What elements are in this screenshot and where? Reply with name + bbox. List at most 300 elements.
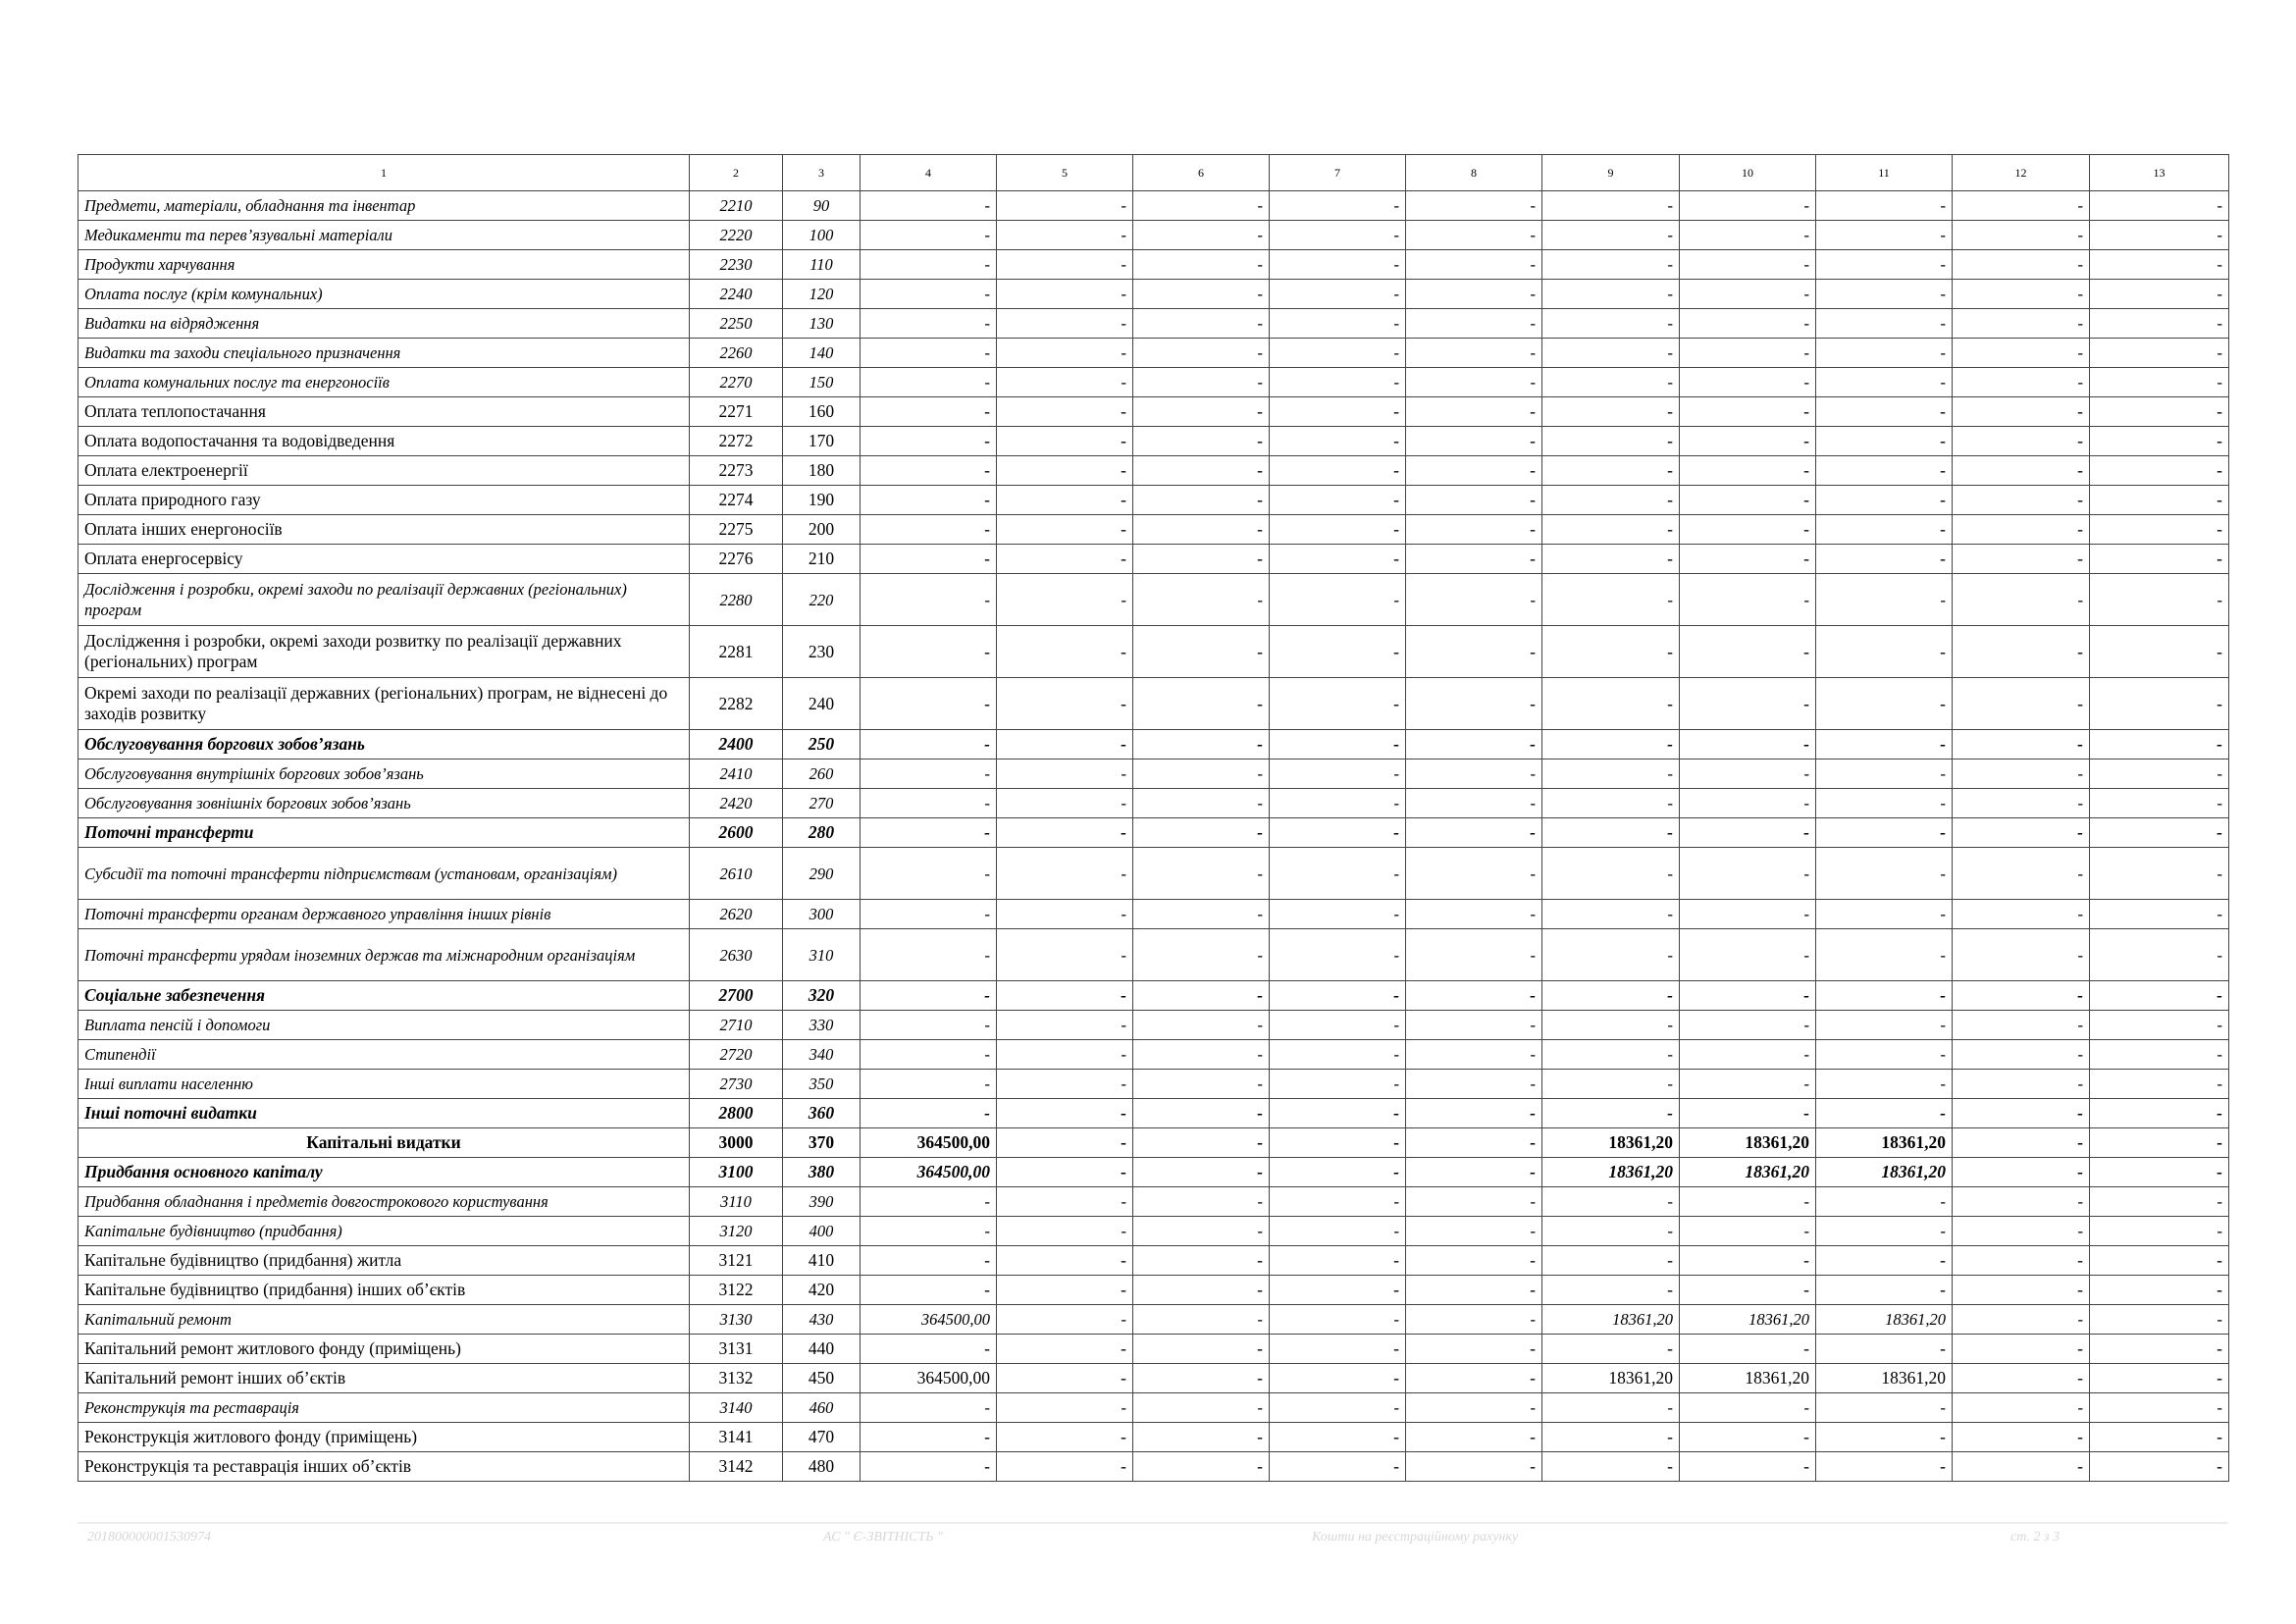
value-cell-col-10: - xyxy=(1680,1246,1816,1276)
row-label-cell: Медикаменти та перев’язувальні матеріали xyxy=(78,221,690,250)
value-cell-col-5: - xyxy=(997,486,1133,515)
value-cell-col-10: - xyxy=(1680,1011,1816,1040)
value-cell-col-9: - xyxy=(1542,250,1680,280)
row-label-cell: Придбання основного капіталу xyxy=(78,1158,690,1187)
value-cell-col-7: - xyxy=(1270,1158,1406,1187)
value-cell-col-8: - xyxy=(1406,456,1542,486)
line-number-cell: 160 xyxy=(783,397,861,427)
line-number-cell: 320 xyxy=(783,981,861,1011)
code-cell: 2710 xyxy=(690,1011,783,1040)
value-cell-col-4: - xyxy=(861,1040,997,1070)
value-cell-col-11: - xyxy=(1816,1187,1953,1217)
value-cell-col-11: - xyxy=(1816,368,1953,397)
value-cell-col-5: - xyxy=(997,456,1133,486)
row-label-cell: Капітальний ремонт житлового фонду (приміщень) xyxy=(78,1335,690,1364)
value-cell-col-5: - xyxy=(997,1305,1133,1335)
code-cell: 2400 xyxy=(690,730,783,760)
line-number-cell: 470 xyxy=(783,1423,861,1452)
code-cell: 2220 xyxy=(690,221,783,250)
line-number-cell: 420 xyxy=(783,1276,861,1305)
value-cell-col-5: - xyxy=(997,339,1133,368)
column-header-12: 12 xyxy=(1953,155,2090,191)
value-cell-col-6: - xyxy=(1133,1187,1270,1217)
value-cell-col-9: - xyxy=(1542,1246,1680,1276)
value-cell-col-11: - xyxy=(1816,339,1953,368)
table-row xyxy=(78,574,2229,626)
value-cell-col-11: 18361,20 xyxy=(1816,1305,1953,1335)
value-cell-col-5: - xyxy=(997,789,1133,818)
value-cell-col-6: - xyxy=(1133,1070,1270,1099)
value-cell-col-9: 18361,20 xyxy=(1542,1305,1680,1335)
value-cell-col-12: - xyxy=(1953,929,2090,981)
table-body xyxy=(78,191,2229,1482)
value-cell-col-11: - xyxy=(1816,250,1953,280)
value-cell-col-12: - xyxy=(1953,1335,2090,1364)
value-cell-col-9: 18361,20 xyxy=(1542,1364,1680,1393)
value-cell-col-9: - xyxy=(1542,1393,1680,1423)
value-cell-col-8: - xyxy=(1406,730,1542,760)
value-cell-col-6: - xyxy=(1133,456,1270,486)
value-cell-col-8: - xyxy=(1406,427,1542,456)
value-cell-col-4: - xyxy=(861,339,997,368)
value-cell-col-4: - xyxy=(861,1070,997,1099)
value-cell-col-9: - xyxy=(1542,1070,1680,1099)
value-cell-col-4: - xyxy=(861,515,997,545)
value-cell-col-5: - xyxy=(997,280,1133,309)
line-number-cell: 230 xyxy=(783,626,861,678)
value-cell-col-11: - xyxy=(1816,1276,1953,1305)
value-cell-col-7: - xyxy=(1270,250,1406,280)
value-cell-col-6: - xyxy=(1133,1423,1270,1452)
value-cell-col-10: - xyxy=(1680,900,1816,929)
value-cell-col-6: - xyxy=(1133,1452,1270,1482)
value-cell-col-10: - xyxy=(1680,545,1816,574)
row-label-cell: Капітальне будівництво (придбання) xyxy=(78,1217,690,1246)
value-cell-col-13: - xyxy=(2090,818,2229,848)
value-cell-col-4: - xyxy=(861,191,997,221)
value-cell-col-4: - xyxy=(861,280,997,309)
row-label-cell: Оплата комунальних послуг та енергоносіїв xyxy=(78,368,690,397)
line-number-cell: 210 xyxy=(783,545,861,574)
value-cell-col-10: - xyxy=(1680,1393,1816,1423)
value-cell-col-12: - xyxy=(1953,1158,2090,1187)
code-cell: 2800 xyxy=(690,1099,783,1128)
value-cell-col-8: - xyxy=(1406,280,1542,309)
value-cell-col-5: - xyxy=(997,397,1133,427)
value-cell-col-11: - xyxy=(1816,1452,1953,1482)
code-cell: 2630 xyxy=(690,929,783,981)
value-cell-col-12: - xyxy=(1953,1393,2090,1423)
value-cell-col-11: - xyxy=(1816,1040,1953,1070)
value-cell-col-13: - xyxy=(2090,981,2229,1011)
code-cell: 2210 xyxy=(690,191,783,221)
value-cell-col-5: - xyxy=(997,730,1133,760)
code-cell: 2271 xyxy=(690,397,783,427)
value-cell-col-12: - xyxy=(1953,1423,2090,1452)
value-cell-col-10: - xyxy=(1680,789,1816,818)
table-row xyxy=(78,626,2229,678)
value-cell-col-11: - xyxy=(1816,574,1953,626)
value-cell-col-12: - xyxy=(1953,486,2090,515)
value-cell-col-10: - xyxy=(1680,339,1816,368)
value-cell-col-8: - xyxy=(1406,1246,1542,1276)
value-cell-col-4: - xyxy=(861,309,997,339)
table-row xyxy=(78,929,2229,981)
code-cell: 2260 xyxy=(690,339,783,368)
value-cell-col-6: - xyxy=(1133,1276,1270,1305)
code-cell: 2272 xyxy=(690,427,783,456)
value-cell-col-6: - xyxy=(1133,1335,1270,1364)
code-cell: 2273 xyxy=(690,456,783,486)
value-cell-col-13: - xyxy=(2090,1364,2229,1393)
value-cell-col-11: - xyxy=(1816,1246,1953,1276)
column-header-11: 11 xyxy=(1816,155,1953,191)
value-cell-col-11: - xyxy=(1816,515,1953,545)
code-cell: 2274 xyxy=(690,486,783,515)
value-cell-col-12: - xyxy=(1953,545,2090,574)
value-cell-col-9: - xyxy=(1542,1217,1680,1246)
value-cell-col-8: - xyxy=(1406,309,1542,339)
value-cell-col-5: - xyxy=(997,929,1133,981)
row-label-cell: Оплата інших енергоносіїв xyxy=(78,515,690,545)
value-cell-col-6: - xyxy=(1133,1305,1270,1335)
value-cell-col-4: - xyxy=(861,456,997,486)
value-cell-col-7: - xyxy=(1270,280,1406,309)
value-cell-col-6: - xyxy=(1133,730,1270,760)
value-cell-col-13: - xyxy=(2090,456,2229,486)
value-cell-col-9: - xyxy=(1542,848,1680,900)
value-cell-col-8: - xyxy=(1406,221,1542,250)
row-label-cell: Поточні трансферти xyxy=(78,818,690,848)
row-label-cell: Капітальний ремонт інших об’єктів xyxy=(78,1364,690,1393)
line-number-cell: 480 xyxy=(783,1452,861,1482)
value-cell-col-13: - xyxy=(2090,900,2229,929)
value-cell-col-4: - xyxy=(861,221,997,250)
code-cell: 2230 xyxy=(690,250,783,280)
row-label-cell: Інші виплати населенню xyxy=(78,1070,690,1099)
value-cell-col-8: - xyxy=(1406,545,1542,574)
value-cell-col-5: - xyxy=(997,1158,1133,1187)
table-row xyxy=(78,1423,2229,1452)
value-cell-col-11: - xyxy=(1816,309,1953,339)
value-cell-col-4: - xyxy=(861,1217,997,1246)
row-label-cell: Стипендії xyxy=(78,1040,690,1070)
line-number-cell: 190 xyxy=(783,486,861,515)
code-cell: 3100 xyxy=(690,1158,783,1187)
line-number-cell: 250 xyxy=(783,730,861,760)
value-cell-col-10: - xyxy=(1680,1187,1816,1217)
column-header-7: 7 xyxy=(1270,155,1406,191)
value-cell-col-9: - xyxy=(1542,789,1680,818)
value-cell-col-6: - xyxy=(1133,848,1270,900)
value-cell-col-11: - xyxy=(1816,1011,1953,1040)
code-cell: 2410 xyxy=(690,760,783,789)
value-cell-col-7: - xyxy=(1270,981,1406,1011)
value-cell-col-13: - xyxy=(2090,427,2229,456)
value-cell-col-10: - xyxy=(1680,309,1816,339)
value-cell-col-10: - xyxy=(1680,981,1816,1011)
value-cell-col-12: - xyxy=(1953,191,2090,221)
value-cell-col-4: - xyxy=(861,1423,997,1452)
value-cell-col-4: - xyxy=(861,678,997,730)
code-cell: 2600 xyxy=(690,818,783,848)
value-cell-col-8: - xyxy=(1406,1128,1542,1158)
value-cell-col-9: - xyxy=(1542,456,1680,486)
value-cell-col-7: - xyxy=(1270,900,1406,929)
value-cell-col-13: - xyxy=(2090,929,2229,981)
value-cell-col-4: 364500,00 xyxy=(861,1364,997,1393)
value-cell-col-7: - xyxy=(1270,818,1406,848)
value-cell-col-6: - xyxy=(1133,191,1270,221)
value-cell-col-12: - xyxy=(1953,309,2090,339)
value-cell-col-6: - xyxy=(1133,981,1270,1011)
value-cell-col-6: - xyxy=(1133,1393,1270,1423)
table-row xyxy=(78,900,2229,929)
row-label-cell: Капітальне будівництво (придбання) інших об’єктів xyxy=(78,1276,690,1305)
value-cell-col-4: - xyxy=(861,368,997,397)
value-cell-col-13: - xyxy=(2090,760,2229,789)
value-cell-col-5: - xyxy=(997,368,1133,397)
value-cell-col-11: 18361,20 xyxy=(1816,1158,1953,1187)
value-cell-col-6: - xyxy=(1133,1099,1270,1128)
value-cell-col-7: - xyxy=(1270,1335,1406,1364)
value-cell-col-7: - xyxy=(1270,545,1406,574)
value-cell-col-12: - xyxy=(1953,1452,2090,1482)
value-cell-col-7: - xyxy=(1270,1246,1406,1276)
value-cell-col-12: - xyxy=(1953,760,2090,789)
value-cell-col-12: - xyxy=(1953,678,2090,730)
code-cell: 3122 xyxy=(690,1276,783,1305)
value-cell-col-13: - xyxy=(2090,339,2229,368)
value-cell-col-10: 18361,20 xyxy=(1680,1305,1816,1335)
table-row xyxy=(78,730,2229,760)
value-cell-col-11: - xyxy=(1816,818,1953,848)
value-cell-col-10: - xyxy=(1680,929,1816,981)
value-cell-col-10: - xyxy=(1680,486,1816,515)
value-cell-col-10: - xyxy=(1680,1335,1816,1364)
value-cell-col-4: 364500,00 xyxy=(861,1158,997,1187)
line-number-cell: 260 xyxy=(783,760,861,789)
value-cell-col-7: - xyxy=(1270,1364,1406,1393)
value-cell-col-13: - xyxy=(2090,1335,2229,1364)
code-cell: 2720 xyxy=(690,1040,783,1070)
code-cell: 2240 xyxy=(690,280,783,309)
value-cell-col-8: - xyxy=(1406,678,1542,730)
value-cell-col-9: - xyxy=(1542,309,1680,339)
value-cell-col-12: - xyxy=(1953,515,2090,545)
value-cell-col-6: - xyxy=(1133,1364,1270,1393)
value-cell-col-8: - xyxy=(1406,1305,1542,1335)
value-cell-col-7: - xyxy=(1270,191,1406,221)
value-cell-col-10: - xyxy=(1680,1040,1816,1070)
table-row xyxy=(78,848,2229,900)
value-cell-col-13: - xyxy=(2090,191,2229,221)
value-cell-col-4: - xyxy=(861,427,997,456)
code-cell: 3132 xyxy=(690,1364,783,1393)
value-cell-col-6: - xyxy=(1133,760,1270,789)
value-cell-col-10: - xyxy=(1680,1099,1816,1128)
value-cell-col-6: - xyxy=(1133,397,1270,427)
value-cell-col-9: - xyxy=(1542,760,1680,789)
value-cell-col-6: - xyxy=(1133,309,1270,339)
value-cell-col-5: - xyxy=(997,1364,1133,1393)
value-cell-col-9: - xyxy=(1542,981,1680,1011)
value-cell-col-7: - xyxy=(1270,1070,1406,1099)
value-cell-col-4: - xyxy=(861,760,997,789)
value-cell-col-10: - xyxy=(1680,730,1816,760)
line-number-cell: 290 xyxy=(783,848,861,900)
value-cell-col-4: - xyxy=(861,730,997,760)
table-row xyxy=(78,515,2229,545)
row-label-cell: Оплата послуг (крім комунальних) xyxy=(78,280,690,309)
value-cell-col-4: - xyxy=(861,818,997,848)
value-cell-col-7: - xyxy=(1270,1217,1406,1246)
value-cell-col-4: - xyxy=(861,626,997,678)
row-label-cell: Субсидії та поточні трансферти підприємствам (установам, організаціям) xyxy=(78,848,690,900)
value-cell-col-10: - xyxy=(1680,250,1816,280)
value-cell-col-6: - xyxy=(1133,1128,1270,1158)
value-cell-col-8: - xyxy=(1406,1158,1542,1187)
table-row xyxy=(78,1305,2229,1335)
table-row xyxy=(78,545,2229,574)
code-cell: 3121 xyxy=(690,1246,783,1276)
value-cell-col-4: - xyxy=(861,1099,997,1128)
value-cell-col-8: - xyxy=(1406,1423,1542,1452)
value-cell-col-4: 364500,00 xyxy=(861,1128,997,1158)
row-label-cell: Оплата водопостачання та водовідведення xyxy=(78,427,690,456)
value-cell-col-10: - xyxy=(1680,280,1816,309)
value-cell-col-12: - xyxy=(1953,368,2090,397)
code-cell: 2276 xyxy=(690,545,783,574)
row-label-cell: Поточні трансферти урядам іноземних держав та міжнародним організаціям xyxy=(78,929,690,981)
value-cell-col-8: - xyxy=(1406,250,1542,280)
value-cell-col-13: - xyxy=(2090,1158,2229,1187)
value-cell-col-8: - xyxy=(1406,191,1542,221)
value-cell-col-9: - xyxy=(1542,515,1680,545)
value-cell-col-10: - xyxy=(1680,397,1816,427)
value-cell-col-6: - xyxy=(1133,1246,1270,1276)
value-cell-col-4: - xyxy=(861,848,997,900)
page-footer xyxy=(78,1522,2228,1547)
row-label-cell: Оплата електроенергії xyxy=(78,456,690,486)
value-cell-col-5: - xyxy=(997,1099,1133,1128)
value-cell-col-11: - xyxy=(1816,929,1953,981)
row-label-cell: Інші поточні видатки xyxy=(78,1099,690,1128)
value-cell-col-12: - xyxy=(1953,427,2090,456)
value-cell-col-7: - xyxy=(1270,427,1406,456)
table-row xyxy=(78,789,2229,818)
table-row xyxy=(78,309,2229,339)
code-cell: 2280 xyxy=(690,574,783,626)
value-cell-col-7: - xyxy=(1270,1128,1406,1158)
table-row xyxy=(78,427,2229,456)
value-cell-col-5: - xyxy=(997,1393,1133,1423)
value-cell-col-11: - xyxy=(1816,981,1953,1011)
value-cell-col-13: - xyxy=(2090,1011,2229,1040)
value-cell-col-5: - xyxy=(997,1276,1133,1305)
table-row xyxy=(78,818,2229,848)
code-cell: 2730 xyxy=(690,1070,783,1099)
value-cell-col-11: - xyxy=(1816,1070,1953,1099)
value-cell-col-12: - xyxy=(1953,397,2090,427)
value-cell-col-10: - xyxy=(1680,515,1816,545)
value-cell-col-9: - xyxy=(1542,626,1680,678)
value-cell-col-10: - xyxy=(1680,368,1816,397)
value-cell-col-10: - xyxy=(1680,848,1816,900)
value-cell-col-11: - xyxy=(1816,545,1953,574)
value-cell-col-8: - xyxy=(1406,1393,1542,1423)
value-cell-col-4: - xyxy=(861,574,997,626)
value-cell-col-11: - xyxy=(1816,427,1953,456)
value-cell-col-7: - xyxy=(1270,309,1406,339)
code-cell: 2610 xyxy=(690,848,783,900)
value-cell-col-12: - xyxy=(1953,221,2090,250)
value-cell-col-9: - xyxy=(1542,1099,1680,1128)
table-row xyxy=(78,1070,2229,1099)
value-cell-col-10: - xyxy=(1680,818,1816,848)
line-number-cell: 220 xyxy=(783,574,861,626)
value-cell-col-6: - xyxy=(1133,515,1270,545)
value-cell-col-6: - xyxy=(1133,900,1270,929)
value-cell-col-12: - xyxy=(1953,900,2090,929)
table-row xyxy=(78,981,2229,1011)
line-number-cell: 380 xyxy=(783,1158,861,1187)
value-cell-col-5: - xyxy=(997,545,1133,574)
header-row xyxy=(78,155,2229,191)
value-cell-col-7: - xyxy=(1270,626,1406,678)
value-cell-col-13: - xyxy=(2090,678,2229,730)
row-label-cell: Обслуговування боргових зобов’язань xyxy=(78,730,690,760)
code-cell: 2420 xyxy=(690,789,783,818)
value-cell-col-13: - xyxy=(2090,1040,2229,1070)
value-cell-col-8: - xyxy=(1406,900,1542,929)
line-number-cell: 450 xyxy=(783,1364,861,1393)
value-cell-col-9: - xyxy=(1542,1452,1680,1482)
value-cell-col-5: - xyxy=(997,250,1133,280)
value-cell-col-5: - xyxy=(997,574,1133,626)
value-cell-col-8: - xyxy=(1406,1187,1542,1217)
value-cell-col-9: - xyxy=(1542,678,1680,730)
value-cell-col-13: - xyxy=(2090,730,2229,760)
value-cell-col-4: - xyxy=(861,1246,997,1276)
value-cell-col-5: - xyxy=(997,1452,1133,1482)
value-cell-col-6: - xyxy=(1133,486,1270,515)
table-row xyxy=(78,486,2229,515)
value-cell-col-6: - xyxy=(1133,1158,1270,1187)
code-cell: 2620 xyxy=(690,900,783,929)
value-cell-col-9: - xyxy=(1542,1011,1680,1040)
value-cell-col-11: - xyxy=(1816,678,1953,730)
value-cell-col-11: - xyxy=(1816,626,1953,678)
value-cell-col-12: - xyxy=(1953,789,2090,818)
value-cell-col-8: - xyxy=(1406,1452,1542,1482)
value-cell-col-10: - xyxy=(1680,427,1816,456)
value-cell-col-8: - xyxy=(1406,486,1542,515)
value-cell-col-9: - xyxy=(1542,929,1680,981)
value-cell-col-13: - xyxy=(2090,515,2229,545)
value-cell-col-6: - xyxy=(1133,1040,1270,1070)
line-number-cell: 440 xyxy=(783,1335,861,1364)
value-cell-col-7: - xyxy=(1270,1011,1406,1040)
value-cell-col-8: - xyxy=(1406,818,1542,848)
value-cell-col-7: - xyxy=(1270,760,1406,789)
value-cell-col-7: - xyxy=(1270,456,1406,486)
footer-page-number: ст. 2 з 3 xyxy=(2010,1530,2060,1545)
value-cell-col-7: - xyxy=(1270,486,1406,515)
value-cell-col-5: - xyxy=(997,981,1133,1011)
value-cell-col-13: - xyxy=(2090,1305,2229,1335)
value-cell-col-8: - xyxy=(1406,1040,1542,1070)
